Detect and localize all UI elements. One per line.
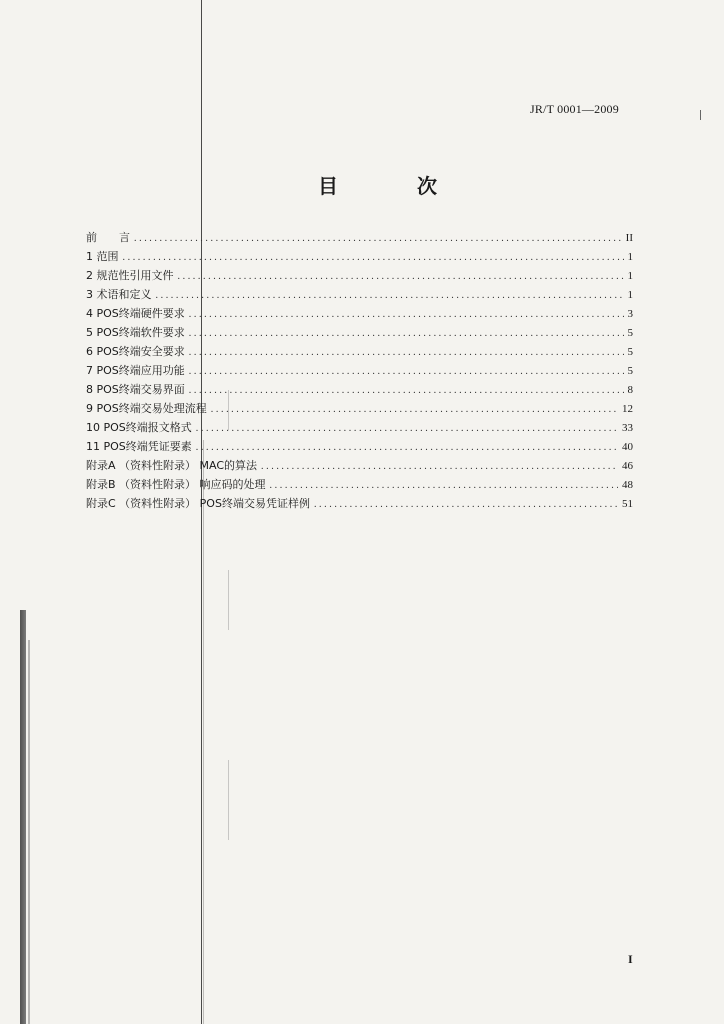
toc-dot-leader bbox=[261, 457, 618, 476]
scan-edge-shadow-inner bbox=[28, 640, 30, 1024]
toc-entry-page: 33 bbox=[622, 422, 633, 434]
toc-dot-leader bbox=[189, 305, 624, 324]
toc-entry-functions[interactable] bbox=[86, 361, 633, 380]
toc-dot-leader bbox=[314, 495, 618, 514]
toc-entry-label: 9 POS终端交易处理流程 bbox=[86, 402, 207, 415]
toc-entry-label: 前 言 bbox=[86, 231, 130, 244]
toc-entry-page: II bbox=[625, 232, 633, 244]
toc-dot-leader bbox=[134, 229, 622, 248]
toc-entry-label: 8 POS终端交易界面 bbox=[86, 383, 185, 396]
toc-entry-label: 5 POS终端软件要求 bbox=[86, 326, 185, 339]
standard-code: JR/T 0001—2009 bbox=[530, 102, 619, 116]
toc-entry-label: 6 POS终端安全要求 bbox=[86, 345, 185, 358]
toc-entry-label: 4 POS终端硬件要求 bbox=[86, 307, 185, 320]
toc-dot-leader bbox=[123, 248, 624, 267]
toc-entry-label: 2 规范性引用文件 bbox=[86, 269, 174, 282]
toc-entry-message-format[interactable] bbox=[86, 418, 633, 437]
toc-dot-leader bbox=[189, 343, 624, 362]
scan-binding-shadow bbox=[203, 440, 204, 1024]
scan-artifact bbox=[700, 110, 701, 120]
toc-entry-page: 5 bbox=[627, 346, 633, 358]
toc-entry-label: 3 术语和定义 bbox=[86, 288, 152, 301]
toc-entry-receipt-elements[interactable] bbox=[86, 437, 633, 456]
toc-entry-annex-c[interactable] bbox=[86, 494, 633, 513]
toc-dot-leader bbox=[196, 419, 618, 438]
toc-entry-process-flow[interactable] bbox=[86, 399, 633, 418]
toc-dot-leader bbox=[196, 438, 618, 457]
toc-entry-scope[interactable] bbox=[86, 247, 633, 266]
toc-entry-label: 附录B （资料性附录） 响应码的处理 bbox=[86, 478, 266, 491]
scan-artifact bbox=[228, 760, 229, 840]
toc-dot-leader bbox=[211, 400, 618, 419]
scan-artifact bbox=[228, 570, 229, 630]
toc-entry-foreword[interactable] bbox=[86, 228, 633, 247]
page-number: I bbox=[628, 952, 633, 966]
toc-entry-annex-a[interactable] bbox=[86, 456, 633, 475]
toc-dot-leader bbox=[189, 324, 624, 343]
toc-entry-page: 46 bbox=[622, 460, 633, 472]
toc-entry-interface[interactable] bbox=[86, 380, 633, 399]
toc-entry-page: 12 bbox=[622, 403, 633, 415]
toc-entry-page: 48 bbox=[622, 479, 633, 491]
toc-entry-software[interactable] bbox=[86, 323, 633, 342]
scan-edge-shadow bbox=[20, 610, 26, 1024]
toc-entry-label: 附录C （资料性附录） POS终端交易凭证样例 bbox=[86, 497, 310, 510]
toc-entry-label: 附录A （资料性附录） MAC的算法 bbox=[86, 459, 258, 472]
toc-dot-leader bbox=[189, 381, 624, 400]
toc-dot-leader bbox=[178, 267, 624, 286]
toc-dot-leader bbox=[156, 286, 624, 305]
toc-dot-leader bbox=[270, 476, 618, 495]
toc-entry-page: 5 bbox=[627, 365, 633, 377]
toc-entry-hardware[interactable] bbox=[86, 304, 633, 323]
toc-entry-page: 8 bbox=[627, 384, 633, 396]
toc-entry-page: 40 bbox=[622, 441, 633, 453]
toc-entry-page: 1 bbox=[627, 270, 633, 282]
toc-entry-page: 5 bbox=[627, 327, 633, 339]
toc-entry-normative-references[interactable] bbox=[86, 266, 633, 285]
toc-entry-label: 11 POS终端凭证要素 bbox=[86, 440, 192, 453]
toc-entry-annex-b[interactable] bbox=[86, 475, 633, 494]
toc-entry-label: 1 范围 bbox=[86, 250, 119, 263]
toc-dot-leader bbox=[189, 362, 624, 381]
toc-entry-page: 51 bbox=[622, 498, 633, 510]
page-title: 目 次 bbox=[318, 174, 473, 198]
toc-entry-page: 1 bbox=[627, 289, 633, 301]
toc-entry-page: 3 bbox=[627, 308, 633, 320]
toc-entry-security[interactable] bbox=[86, 342, 633, 361]
toc-entry-terms[interactable] bbox=[86, 285, 633, 304]
toc-entry-label: 10 POS终端报文格式 bbox=[86, 421, 192, 434]
toc-entry-label: 7 POS终端应用功能 bbox=[86, 364, 185, 377]
toc-entry-page: 1 bbox=[627, 251, 633, 263]
table-of-contents bbox=[86, 228, 633, 513]
